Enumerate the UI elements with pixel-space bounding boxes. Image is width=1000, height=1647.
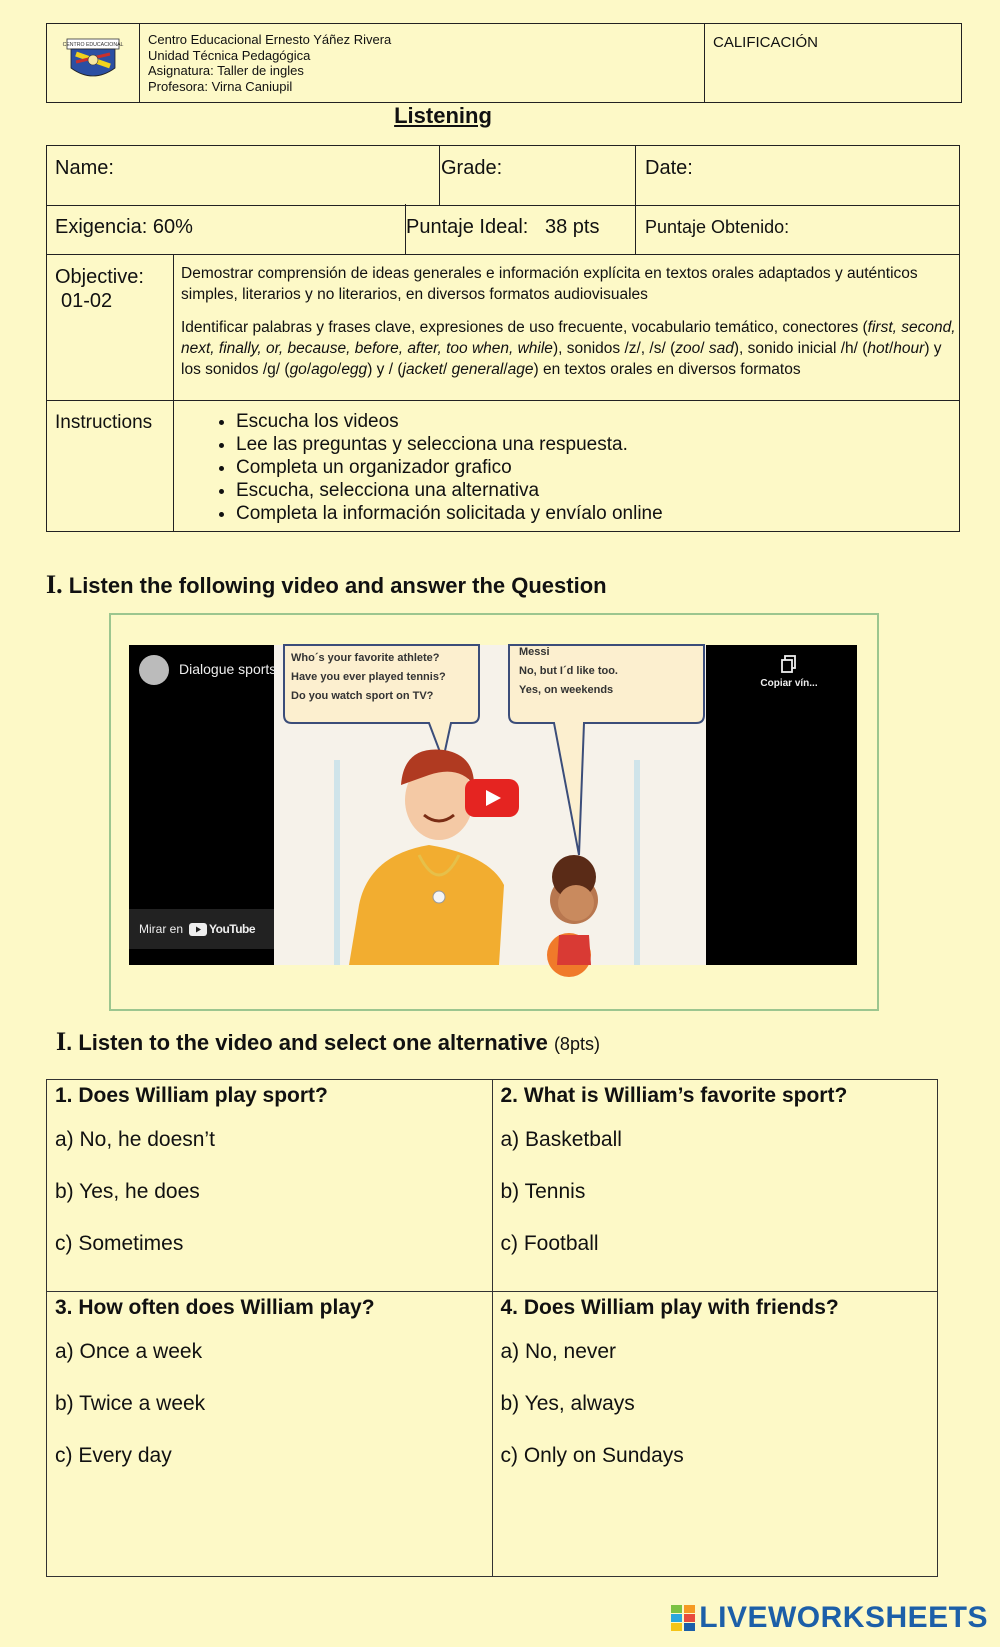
instructions-label: Instructions xyxy=(55,412,153,433)
option-3b[interactable]: b) Twice a week xyxy=(55,1392,206,1415)
section-1-roman: I. xyxy=(46,570,63,599)
objective-text-cell xyxy=(172,254,960,401)
school-info xyxy=(140,24,705,103)
questions-table xyxy=(46,1079,938,1577)
watch-on-label: Mirar en xyxy=(139,922,184,936)
copy-link-button[interactable] xyxy=(739,655,839,689)
school-unit: Unidad Técnica Pedagógica xyxy=(148,47,311,63)
option-2a[interactable]: a) Basketball xyxy=(500,1128,622,1151)
exigencia-text: Exigencia: 60% xyxy=(55,216,193,238)
school-logo-cell xyxy=(47,24,140,103)
question-3: 3. How often does William play? xyxy=(55,1296,375,1319)
liveworksheets-brand[interactable] xyxy=(671,1601,988,1635)
name-label: Name: xyxy=(55,157,114,179)
instruction-item: • Escucha, selecciona una alternativa xyxy=(236,479,663,502)
question-cell-4 xyxy=(492,1292,938,1577)
question-cell-2 xyxy=(492,1080,938,1292)
date-label: Date: xyxy=(645,157,693,179)
video-bubble-1: Who´s your favorite athlete? Have you ever played tennis? Do you watch sport on TV? xyxy=(291,652,446,702)
liveworksheets-label: LIVEWORKSHEETS xyxy=(699,1601,988,1634)
question-cell-3 xyxy=(47,1292,493,1577)
section-2-points: (8pts) xyxy=(553,1034,600,1054)
option-3a[interactable]: a) Once a week xyxy=(55,1340,203,1363)
section-2-text: . Listen to the video and select one alternative xyxy=(66,1030,548,1055)
video-bubble-2: Messi No, but I´d like too. Yes, on weekends xyxy=(519,646,618,696)
objective-label-cell xyxy=(46,254,174,401)
school-header xyxy=(46,23,962,103)
section-1-text: Listen the following video and answer the Question xyxy=(68,573,607,598)
option-3c[interactable]: c) Every day xyxy=(55,1444,172,1467)
school-teacher: Profesora: Virna Caniupil xyxy=(148,78,293,94)
option-1a[interactable]: a) No, he doesn’t xyxy=(55,1128,215,1151)
puntaje-obtenido-cell[interactable] xyxy=(635,204,960,255)
puntaje-ideal-cell xyxy=(404,204,636,255)
section-2-roman: I xyxy=(56,1027,67,1056)
option-2b[interactable]: b) Tennis xyxy=(500,1180,586,1203)
puntaje-obtenido-label: Puntaje Obtenido: xyxy=(645,217,790,237)
video-channel-title[interactable]: Dialogue sports xyxy=(179,661,277,677)
instruction-item: • Completa la información solicitada y envíalo online xyxy=(236,502,663,525)
play-icon xyxy=(465,779,519,817)
school-subject: Asignatura: Taller de ingles xyxy=(148,63,304,78)
play-button[interactable] xyxy=(465,779,519,817)
option-1b[interactable]: b) Yes, he does xyxy=(55,1180,200,1203)
video-embed-frame xyxy=(109,613,879,1011)
objective-label: Objective: xyxy=(55,266,144,288)
option-2c[interactable]: c) Football xyxy=(500,1232,599,1255)
school-name: Centro Educacional Ernesto Yáñez Rivera xyxy=(148,32,392,47)
grade-cell xyxy=(705,24,962,103)
instructions-list-cell xyxy=(172,400,960,532)
option-4a[interactable]: a) No, never xyxy=(500,1340,617,1363)
option-4c[interactable]: c) Only on Sundays xyxy=(500,1444,684,1467)
option-4b[interactable]: b) Yes, always xyxy=(500,1392,635,1415)
objective-text-2: Identificar palabras y frases clave, expresiones de uso frecuente, vocabulario temático, conectores (first, second, next, finally, or, because, before, after, too when, while), sonidos /z/, /s/ (zoo/ sad), sonido inicial /h/ (hot/hour) y los sonidos /g/ (go/ago/egg) y / (jacket/ general/age) en textos orales en diversos formatos xyxy=(181,319,956,378)
grade-label: CALIFICACIÓN xyxy=(713,34,819,51)
exigencia-cell xyxy=(46,204,406,255)
question-cell-1 xyxy=(47,1080,493,1292)
objective-code: 01-02 xyxy=(61,290,113,312)
page-title: Listening xyxy=(394,103,492,128)
question-4: 4. Does William play with friends? xyxy=(500,1296,839,1319)
section-2-heading xyxy=(56,1027,600,1057)
instruction-item: • Escucha los videos xyxy=(236,410,663,433)
school-logo-icon xyxy=(62,38,124,84)
instructions-label-cell xyxy=(46,400,174,532)
question-1: 1. Does William play sport? xyxy=(55,1084,328,1107)
youtube-label: YouTube xyxy=(209,922,256,936)
copy-link-label: Copiar vín... xyxy=(760,678,818,689)
date-field[interactable] xyxy=(635,145,960,206)
liveworksheets-logo-icon xyxy=(671,1605,695,1631)
grade-field-label: Grade: xyxy=(441,157,503,179)
youtube-logo-icon xyxy=(189,923,207,936)
instruction-item: • Completa un organizador grafico xyxy=(236,456,663,479)
grade-field[interactable] xyxy=(438,145,636,206)
objective-text-1: Demostrar comprensión de ideas generales e información explícita en textos orales adaptados y auténticos simples, literarios y no literarios, en diversos formatos audiovisuales xyxy=(181,265,918,303)
question-2: 2. What is William’s favorite sport? xyxy=(500,1084,848,1107)
puntaje-ideal-text: Puntaje Ideal: 38 pts xyxy=(406,216,600,238)
channel-avatar[interactable] xyxy=(139,655,169,685)
section-1-heading xyxy=(46,570,607,600)
video-player[interactable] xyxy=(129,645,857,965)
name-field[interactable] xyxy=(46,145,440,206)
watch-on-youtube-button[interactable] xyxy=(129,909,274,949)
instructions-list xyxy=(172,410,663,525)
instruction-item: • Lee las preguntas y selecciona una respuesta. xyxy=(236,433,663,456)
option-1c[interactable]: c) Sometimes xyxy=(55,1232,184,1255)
logo-text: CENTRO EDUCACIONAL xyxy=(62,41,124,48)
copy-icon xyxy=(781,655,797,673)
